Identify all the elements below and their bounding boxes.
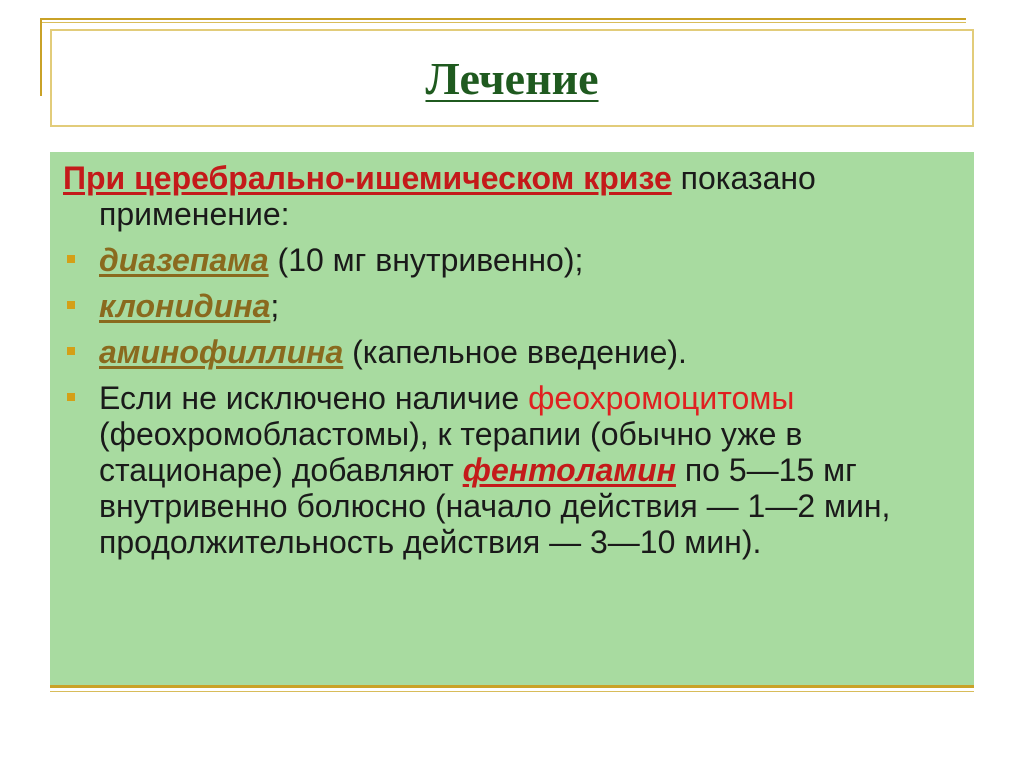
drug-note: (10 мг внутривенно); xyxy=(268,242,584,278)
drug-note: ; xyxy=(270,288,280,324)
bullet-icon xyxy=(67,347,75,355)
treatment-list xyxy=(63,242,948,560)
pheochromocytoma-term: феохромоцитомы xyxy=(528,380,795,416)
bullet-icon xyxy=(67,301,75,309)
decorative-rule-top-thin xyxy=(40,22,966,23)
title-box xyxy=(50,29,974,127)
drug-note: (капельное введение). xyxy=(343,334,687,370)
list-item-clonidine xyxy=(63,288,948,324)
decorative-rule-bottom xyxy=(50,691,974,692)
intro-highlight: При церебрально-ишемическом кризе xyxy=(63,160,672,196)
bullet-icon xyxy=(67,255,75,263)
list-item-aminophylline xyxy=(63,334,948,370)
intro-rest-1: показано xyxy=(671,160,816,196)
list-item-phentolamine-paragraph xyxy=(63,380,948,560)
drug-name: клонидина xyxy=(99,288,271,324)
drug-name: аминофиллина xyxy=(99,334,344,370)
intro-text xyxy=(63,160,948,232)
paragraph-part-3: по 5—15 мг внутривенно болюсно (начало действия — 1—2 мин, продолжительность действия — 3—10 мин). xyxy=(99,452,891,560)
intro-rest-2: применение: xyxy=(99,196,290,232)
phentolamine-drug: фентоламин xyxy=(462,452,676,488)
drug-name: диазепама xyxy=(99,242,269,278)
bullet-icon xyxy=(67,393,75,401)
decorative-rule-left xyxy=(40,18,42,96)
list-item-diazepam xyxy=(63,242,948,278)
paragraph-part-2: (феохромобластомы), к терапии (обычно уже в стационаре) добавляют xyxy=(99,416,803,488)
slide-title: Лечение xyxy=(425,52,599,104)
paragraph-part-1: Если не исключено наличие xyxy=(99,380,529,416)
content-box xyxy=(50,152,974,688)
decorative-rule-top xyxy=(40,18,966,20)
